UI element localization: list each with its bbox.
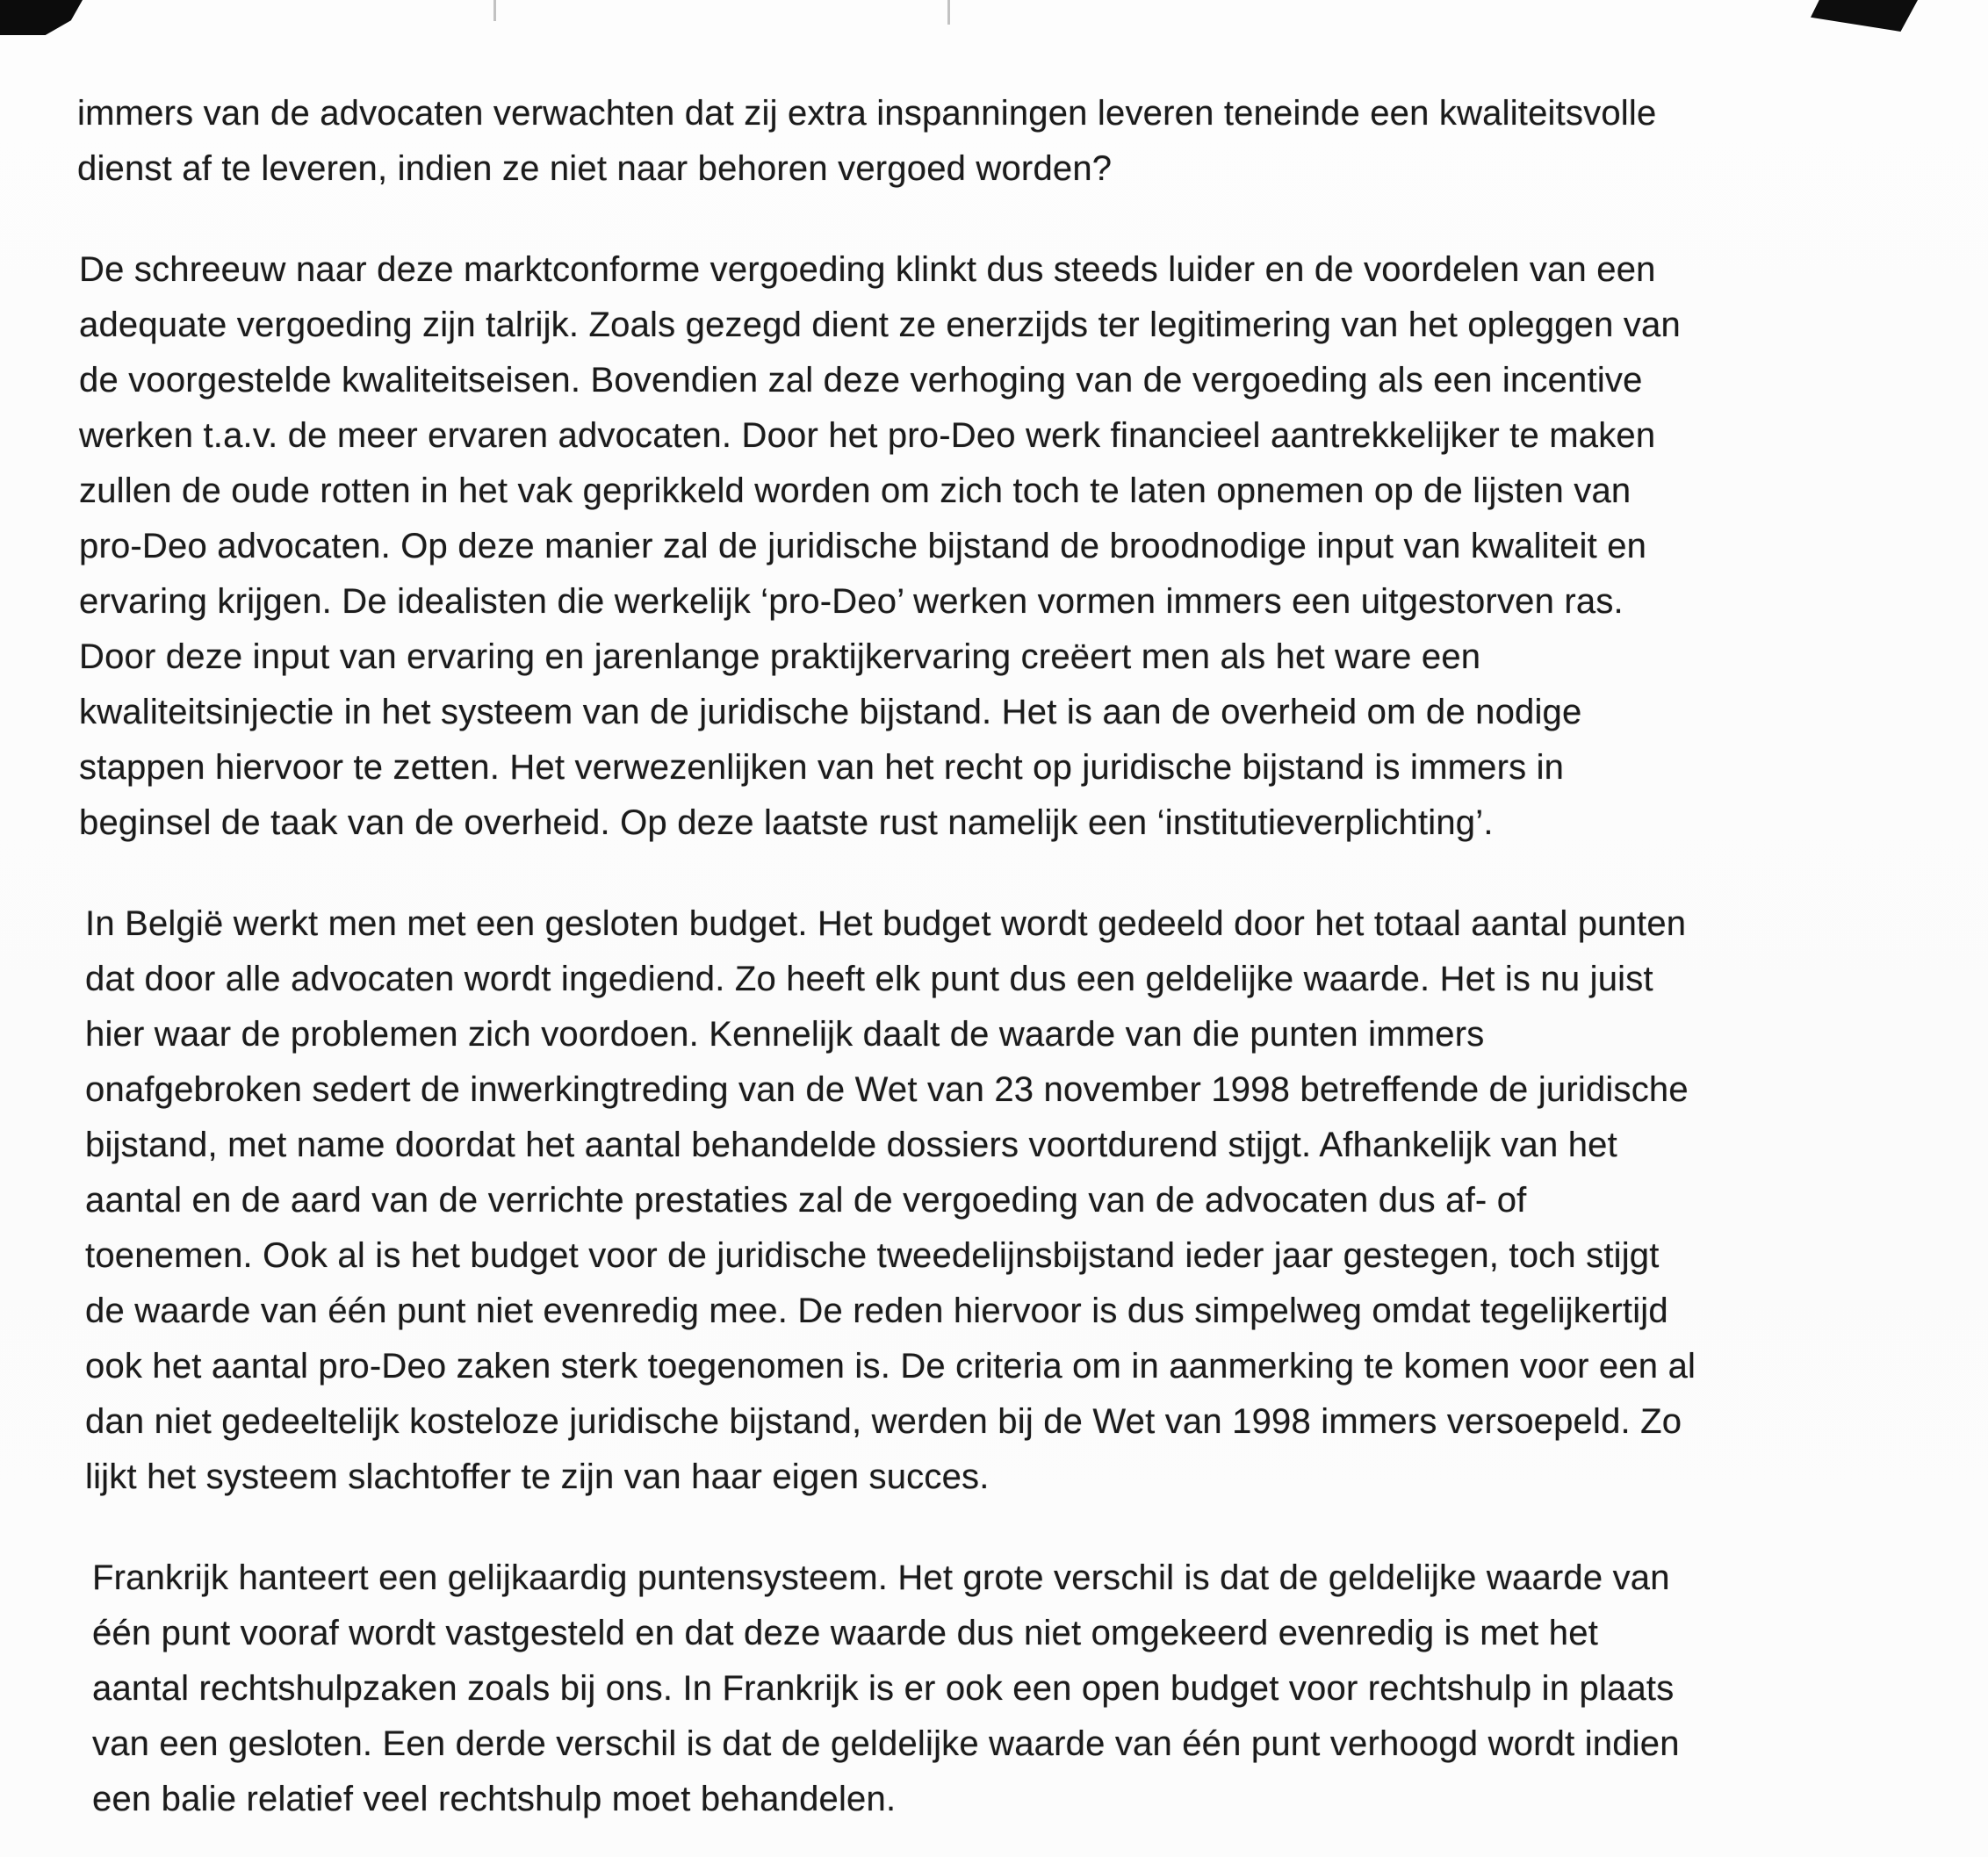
text-line: lijkt het systeem slachtoffer te zijn van haar eigen succes. [85, 1458, 990, 1496]
scan-artifact-hairline-2 [947, 0, 950, 25]
text-line: zullen de oude rotten in het vak geprikkeld worden om zich toch te laten opnemen op de lijsten van [79, 471, 1631, 510]
text-line: Door deze input van ervaring en jarenlange praktijkervaring creëert men als het ware een [79, 637, 1481, 676]
paragraph-1 [77, 86, 1946, 197]
text-line: stappen hiervoor te zetten. Het verwezenlijken van het recht op juridische bijstand is immers in [79, 748, 1565, 787]
paragraph-3 [85, 896, 1946, 1505]
scan-artifact-top-left [0, 0, 83, 35]
text-line: beginsel de taak van de overheid. Op deze laatste rust namelijk een ‘institutieverplichting’. [79, 803, 1494, 842]
text-line: hier waar de problemen zich voordoen. Kennelijk daalt de waarde van die punten immers [85, 1015, 1485, 1054]
text-line: de voorgestelde kwaliteitseisen. Bovendien zal deze verhoging van de vergoeding als een incentive [79, 361, 1643, 399]
text-line: adequate vergoeding zijn talrijk. Zoals gezegd dient ze enerzijds ter legitimering van het opleggen van [79, 306, 1681, 344]
scan-artifact-top-right [1811, 0, 1918, 32]
text-line: onafgebroken sedert de inwerkingtreding van de Wet van 23 november 1998 betreffende de juridische [85, 1070, 1689, 1109]
text-line: dat door alle advocaten wordt ingediend. Zo heeft elk punt dus een geldelijke waarde. Het is nu juist [85, 960, 1653, 998]
text-line: een balie relatief veel rechtshulp moet behandelen. [92, 1780, 897, 1818]
text-line: aantal rechtshulpzaken zoals bij ons. In Frankrijk is er ook een open budget voor rechtshulp in plaats [92, 1669, 1675, 1708]
document-text [77, 86, 1946, 1827]
text-line: één punt vooraf wordt vastgesteld en dat deze waarde dus niet omgekeerd evenredig is met het [92, 1614, 1599, 1652]
text-line: ervaring krijgen. De idealisten die werkelijk ‘pro-Deo’ werken vormen immers een uitgestorven ras. [79, 582, 1624, 621]
text-line: werken t.a.v. de meer ervaren advocaten. Door het pro-Deo werk financieel aantrekkelijker te maken [79, 416, 1656, 455]
text-line: bijstand, met name doordat het aantal behandelde dossiers voortdurend stijgt. Afhankelijk van het [85, 1126, 1617, 1164]
text-line: dienst af te leveren, indien ze niet naar behoren vergoed worden? [77, 149, 1113, 188]
text-line: ook het aantal pro-Deo zaken sterk toegenomen is. De criteria om in aanmerking te komen voor een al [85, 1347, 1696, 1386]
text-line: dan niet gedeeltelijk kosteloze juridische bijstand, werden bij de Wet van 1998 immers versoepeld. Zo [85, 1402, 1682, 1441]
text-line: immers van de advocaten verwachten dat zij extra inspanningen leveren teneinde een kwaliteitsvolle [77, 94, 1657, 133]
text-line: kwaliteitsinjectie in het systeem van de juridische bijstand. Het is aan de overheid om de nodige [79, 693, 1582, 731]
text-line: De schreeuw naar deze marktconforme vergoeding klinkt dus steeds luider en de voordelen van een [79, 250, 1656, 289]
text-line: aantal en de aard van de verrichte prestaties zal de vergoeding van de advocaten dus af- of [85, 1181, 1527, 1220]
paragraph-4 [92, 1551, 1946, 1827]
text-line: In België werkt men met een gesloten budget. Het budget wordt gedeeld door het totaal aantal punten [85, 904, 1687, 943]
text-line: van een gesloten. Een derde verschil is dat de geldelijke waarde van één punt verhoogd wordt indien [92, 1724, 1680, 1763]
text-line: toenemen. Ook al is het budget voor de juridische tweedelijnsbijstand ieder jaar gestegen, toch stijgt [85, 1236, 1660, 1275]
paragraph-2 [79, 242, 1946, 851]
text-line: Frankrijk hanteert een gelijkaardig puntensysteem. Het grote verschil is dat de geldelijke waarde van [92, 1558, 1670, 1597]
text-line: pro-Deo advocaten. Op deze manier zal de juridische bijstand de broodnodige input van kwaliteit en [79, 527, 1647, 565]
scan-artifact-hairline-1 [493, 0, 496, 21]
text-line: de waarde van één punt niet evenredig mee. De reden hiervoor is dus simpelweg omdat tegelijkertijd [85, 1292, 1668, 1330]
